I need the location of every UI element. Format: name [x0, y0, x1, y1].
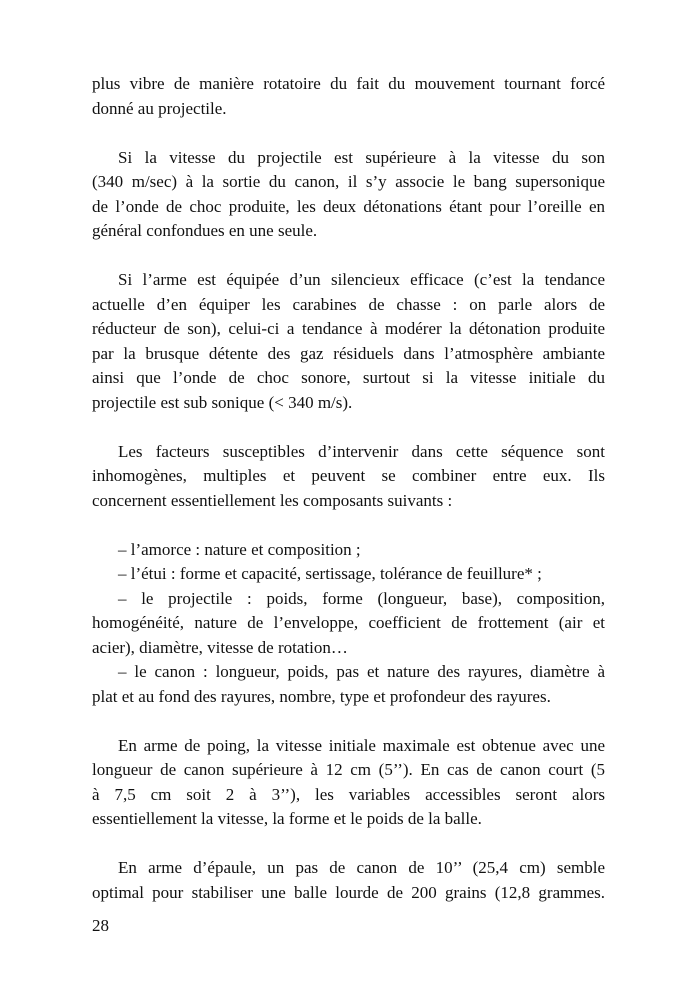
paragraph-factors [92, 440, 605, 514]
text-line: Si l’arme est équipée d’un silencieux efficace (c’est la tendance [118, 270, 605, 289]
list-item: – l’amorce : nature et composition ; [118, 539, 361, 559]
text-line: essentiellement la vitesse, la forme et le poids de la balle. [92, 809, 482, 828]
text-line: En arme de poing, la vitesse initiale maximale est obtenue avec une [118, 735, 605, 755]
list-item: – le projectile : poids, forme (longueur, base), composition, [118, 588, 605, 608]
list-item-continuation: plat et au fond des rayures, nombre, type et profondeur des rayures. [92, 686, 551, 706]
paragraph-silencer [92, 268, 605, 415]
text-line: Les facteurs susceptibles d’intervenir dans cette séquence sont [118, 441, 605, 461]
page-number: 28 [92, 916, 109, 935]
text-line: concernent essentiellement les composants suivants : [92, 490, 453, 510]
text-line: (340 m/sec) à la sortie du canon, il s’y associe le bang supersonique [92, 172, 605, 191]
text-line: optimal pour stabiliser une balle lourde de 200 grains (12,8 grammes. [92, 882, 605, 902]
text-line: longueur de canon supérieure à 12 cm (5’’). En cas de canon court (5 [92, 760, 605, 779]
text-line: plus vibre de manière rotatoire du fait du mouvement tournant forcé [92, 74, 605, 93]
components-list [92, 538, 605, 710]
paragraph-handgun [92, 734, 605, 832]
page-body [92, 72, 605, 930]
list-item-continuation: acier), diamètre, vitesse de rotation… [92, 637, 348, 657]
text-line: En arme d’épaule, un pas de canon de 10’’ (25,4 cm) semble [118, 858, 605, 877]
text-line: à 7,5 cm soit 2 à 3’’), les variables accessibles seront alors [92, 784, 605, 804]
list-item-continuation: homogénéité, nature de l’enveloppe, coefficient de frottement (air et [92, 613, 605, 632]
text-line: ainsi que l’onde de choc sonore, surtout si la vitesse initiale du [92, 368, 605, 387]
paragraph-rotation [92, 72, 605, 121]
text-line: de l’onde de choc produite, les deux détonations étant pour l’oreille en [92, 196, 605, 216]
text-line: Si la vitesse du projectile est supérieure à la vitesse du son [118, 147, 605, 167]
list-item: – l’étui : forme et capacité, sertissage, tolérance de feuillure* ; [118, 564, 542, 583]
text-line: par la brusque détente des gaz résiduels dans l’atmosphère ambiante [92, 343, 605, 363]
text-line: général confondues en une seule. [92, 221, 318, 240]
text-line: donné au projectile. [92, 98, 227, 118]
text-line: actuelle d’en équiper les carabines de chasse : on parle alors de [92, 294, 605, 314]
text-line: inhomogènes, multiples et peuvent se combiner entre eux. Ils [92, 466, 605, 485]
list-item: – le canon : longueur, poids, pas et nature des rayures, diamètre à [118, 662, 605, 681]
text-line: réducteur de son), celui-ci a tendance à modérer la détonation produite [92, 319, 605, 338]
paragraph-supersonic [92, 146, 605, 244]
paragraph-rifle [92, 856, 605, 905]
text-line: projectile est sub sonique (< 340 m/s). [92, 392, 353, 412]
